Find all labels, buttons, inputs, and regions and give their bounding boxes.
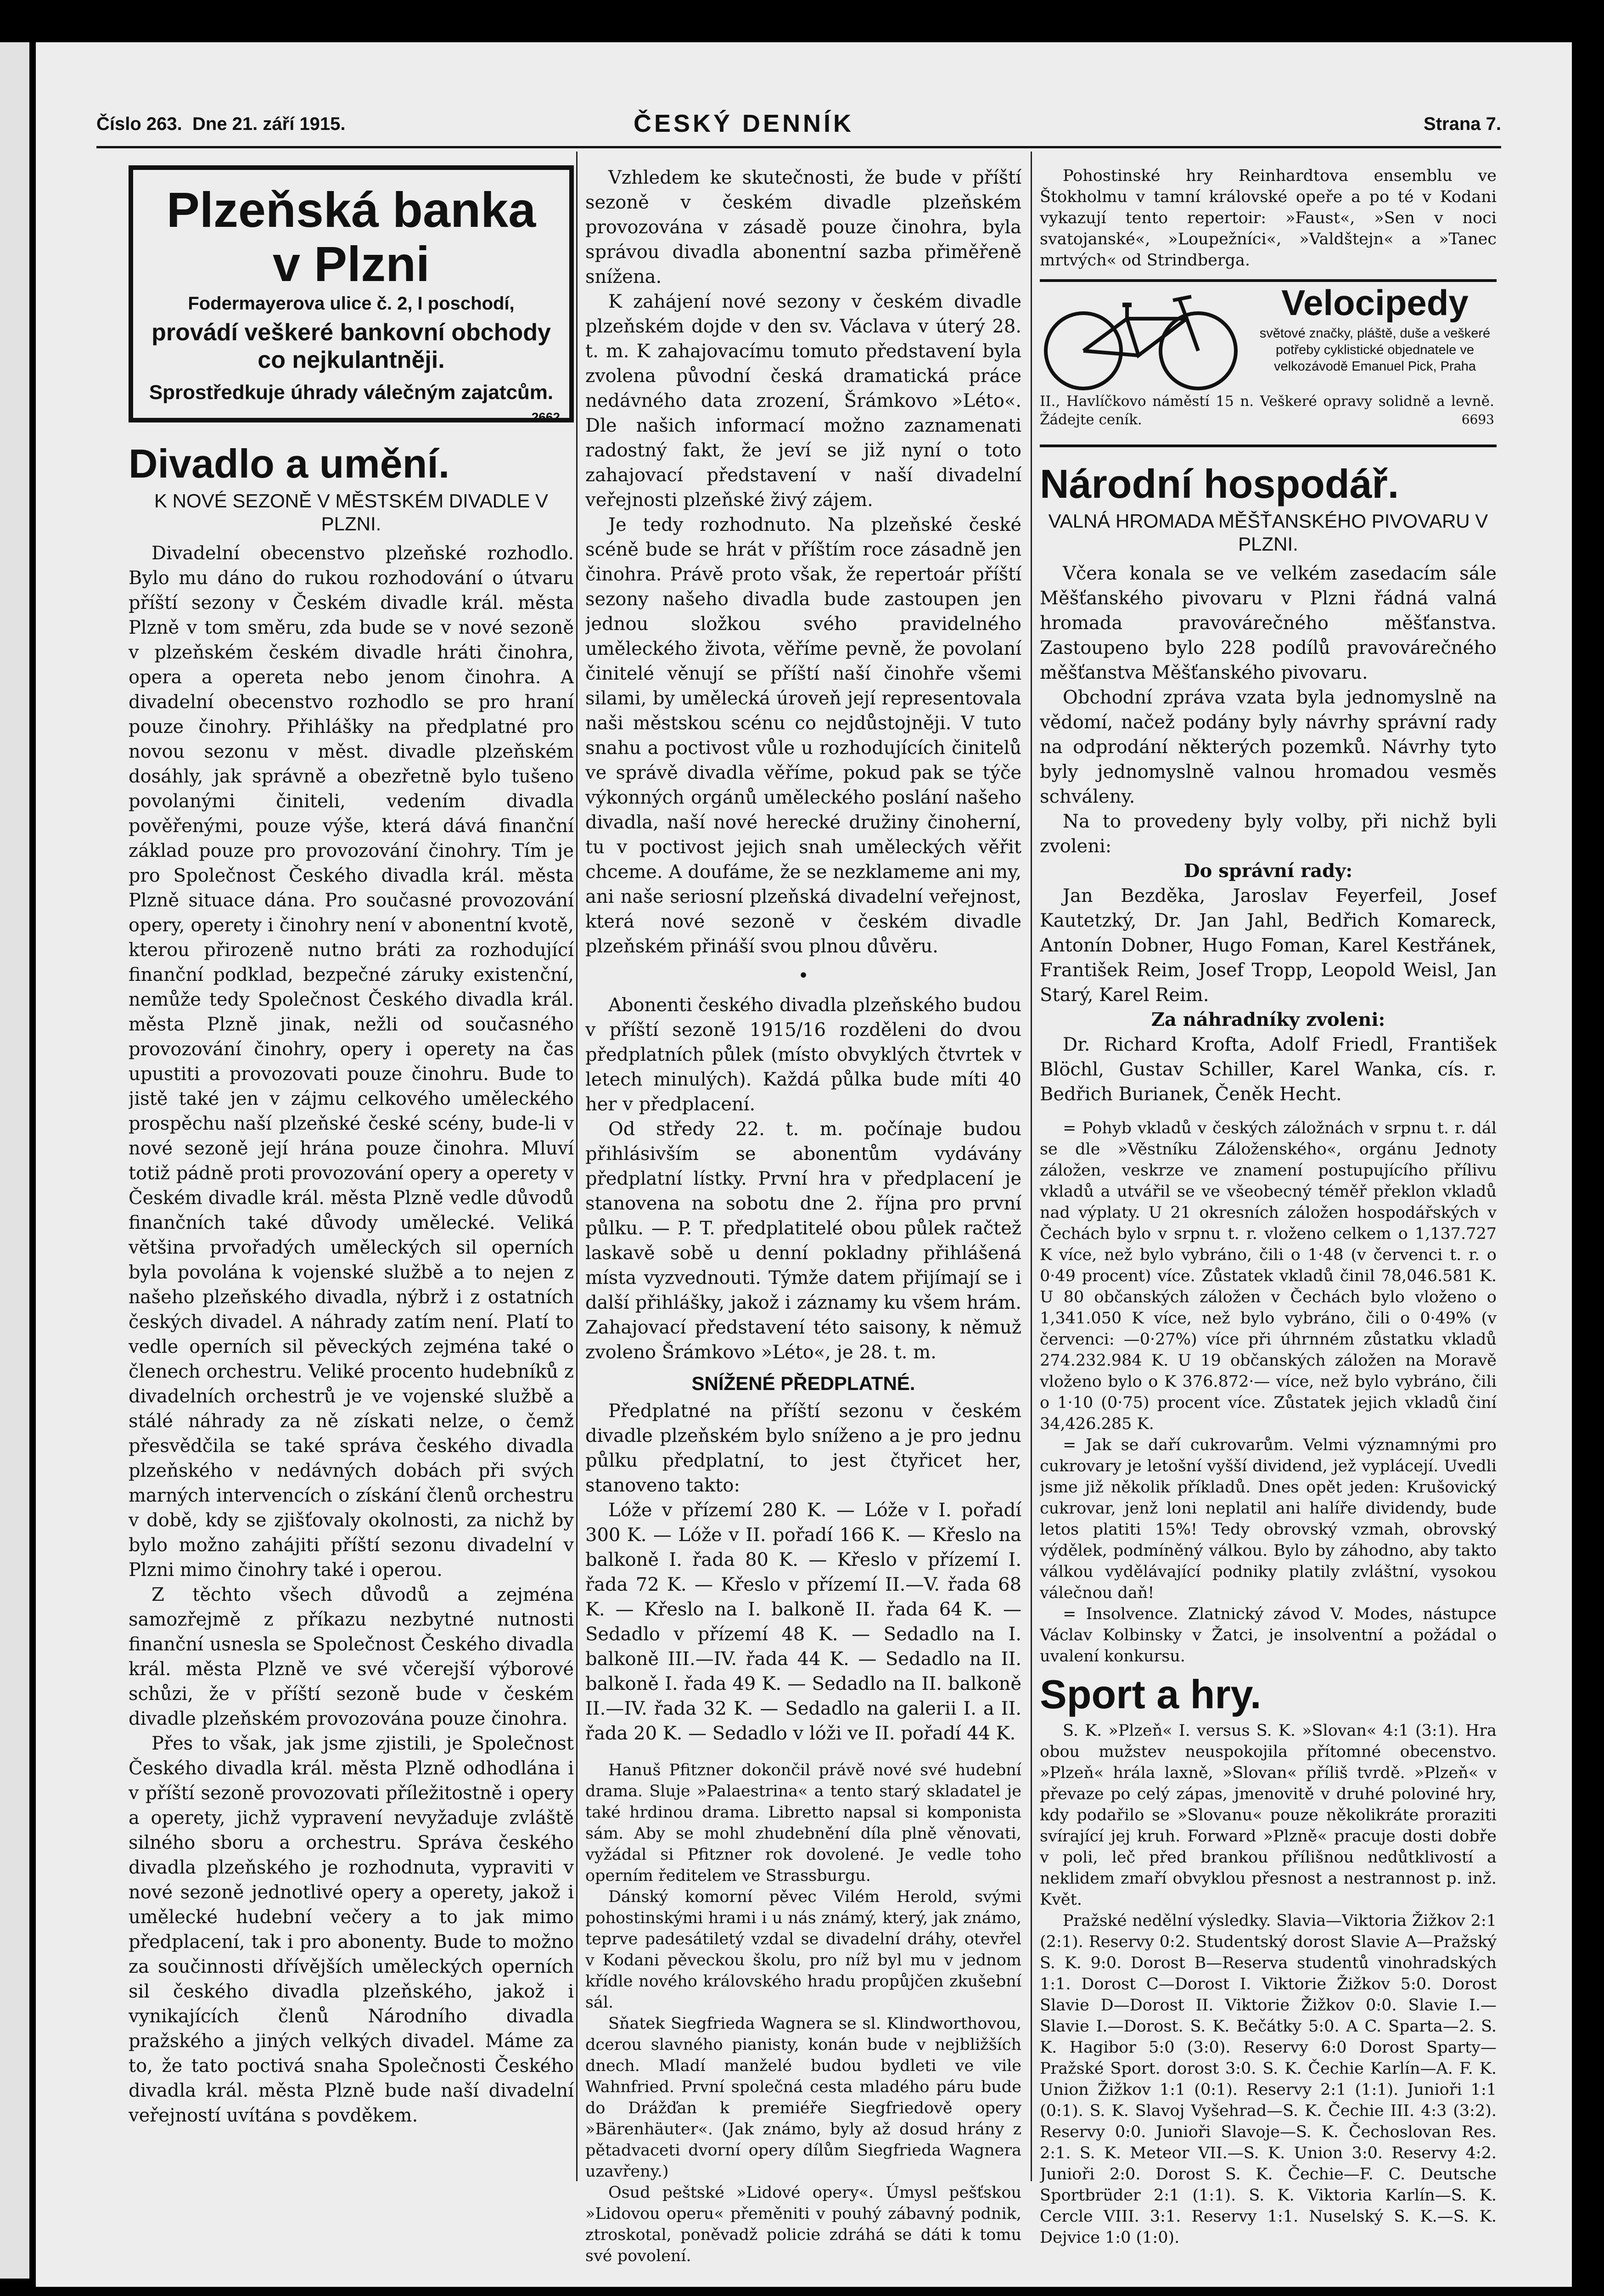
- substitute-members: Dr. Richard Krofta, Adolf Friedl, František Blöchl, Gustav Schiller, Karel Wanka, cís. r. Bedřich Burianek, Čeněk Hecht.: [1040, 1034, 1497, 1105]
- section-title-divadlo: Divadlo a umění.: [129, 441, 450, 486]
- velo-title: Velocipedy: [1281, 282, 1469, 323]
- adjacent-page-edge: [0, 42, 29, 2279]
- column-divider: [1031, 152, 1032, 2181]
- separator-dot: •: [798, 965, 809, 986]
- note-herold: Dánský komorní pěvec Vilém Herold, svými pohostinskými hrami i u nás známý, který, jak známo, teprve padesátiletý vzdal se divadelní dráhy, otevřel v Kodani pěveckou školu, pro níž byl mu v jednom křídle nového královského hradu propůjčen zkušební sál.: [585, 1888, 1021, 2012]
- bicycle-advertisement: [1040, 279, 1497, 447]
- article-paragraph: Vzhledem ke skutečnosti, že bude v příští sezoně v českém divadle plzeňském provozována v zásadě pouze činohra, byla správou divadla abonentní sazba přiměřeně snížena.: [585, 167, 1021, 287]
- bank-services: provádí veškeré bankovní obchody co nejkulantněji.: [151, 319, 551, 373]
- bank-address: Fodermayerova ulice č. 2, I poschodí,: [188, 293, 515, 314]
- price-list: Lóže v přízemí 280 K. — Lóže v I. pořadí 300 K. — Lóže v II. pořadí 166 K. — Křeslo na balkoně I. řada 80 K. — Křeslo v přízemí I. řada 72 K. — Křeslo v přízemí II.—V. řada 68 K. — Křeslo na I. balkoně II. řada 64 K. — Sedadlo v přízemí 48 K. — Sedadlo na I. balkoně III.—IV. řada 44 K. — Sedadlo na II. balkoně I. řada 49 K. — Sedadlo na II. balkoně II.—IV. řada 32 K. — Sedadlo na galerii I. a II. řada 20 K. — Sedadlo v lóži ve II. pořadí 44 K.: [585, 1500, 1021, 1744]
- article-subheading: SNÍŽENÉ PŘEDPLATNÉ.: [691, 1373, 915, 1394]
- article-paragraph: Na to provedeny byly volby, při nichž byli zvoleni:: [1040, 811, 1497, 857]
- header-rule: [96, 146, 1501, 148]
- note-wagner: Sňatek Siegfrieda Wagnera se sl. Klindworthovou, dcerou slavného pianisty, konán bude v nejbližších dnech. Mladí manželé budou bydleti ve vile Wahnfried. První společná cesta mladého páru bude do Drážďan k premiéře Siegfriedově opery »Bärenhäuter«. (Jak známo, byly až dosud hrány z pětadvaceti dvorní opery dílům Siegfrieda Wagnera uzavřeny.): [585, 2015, 1021, 2181]
- bicycle-icon: [1040, 287, 1242, 392]
- article-heading: K NOVÉ SEZONĚ V MĚSTSKÉM DIVADLE V PLZNI.: [154, 490, 549, 535]
- masthead: [96, 73, 1501, 152]
- article-paragraph: Přes to však, jak jsme zjistili, je Společnost Českého divadla král. města Plzně odhodlána i v příští sezoně provozovati příležitostně i opery a operety, jichž vypravení nevyžaduje zvláště silného sboru a orchestru. Správa českého divadla plzeňského je rozhodnuta, vypraviti v nové sezoně jednotlivé opery a operety, jakož i umělecké hudební večery a to jak mimo předplacení, tak i pro abonenty. Bude to možno za součinnosti dřívějších uměleckých operních sil českého divadla plzeňského, jakož i vynikajících členů Národního divadla pražského a jiných velkých divadel. Máme za to, že tato poctivá snaha Společnosti Českého divadla král. města Plzně bude naší divadelní veřejností uvítána s povděkem.: [129, 1733, 574, 2126]
- page-number: Strana 7.: [1424, 114, 1501, 134]
- column-3: [1040, 165, 1497, 2268]
- article-paragraph: K zahájení nové sezony v českém divadle plzeňském dojde v den sv. Václava v úterý 28. t. m. K zahajovacímu tomuto představení byla zvolena původní česká dramatická práce nedávného data zrození, Šrámkovo »Léto«. Dle našich informací možno zaznamenati radostný fakt, že jeví se již nyní o toto zahajovací představení v naší divadelní veřejnosti plzeňské živý zájem.: [585, 291, 1021, 511]
- note-vklady: = Pohyb vkladů v českých záložnách v srpnu t. r. dál se dle »Věstníku Záloženského«, orgánu Jednoty záložen, veskrze ve znamení postupujícího přílivu vkladů a utvářil se ve všeobecný téměř překlon vkladů nad výplaty. U 21 okresních záložen hospodářských v Čechách bylo v srpnu t. r. vloženo celkem o 1,137.727 K více, než bylo vybráno, čili o 1·48 (v červenci t. r. o 0·49 procent) více. Zůstatek vkladů činil 78,046.581 K. U 80 občanských záložen v Čechách bylo vloženo o 1,341.050 K více, než bylo vybráno, čili o 0·49% (v červenci: —0·27%) více při úhrnném zůstatku vkladů 274.232.984 K. U 19 občanských záložen na Moravě vloženo bylo o K 376.872·— více, než bylo vybráno, čili o 1·10 (0·75) procent více. Zůstatek jejich vkladů činí 34,426.285 K.: [1040, 1119, 1497, 1433]
- article-paragraph: Od středy 22. t. m. počínaje budou přihlásivším se abonentům vydávány předplatní lístky. První hra v předplacení je stanovena na sobotu dne 2. října pro první půlku. — P. T. předplatitelé obou půlek račtež laskavě sobě u denní pokladny přihlášená místa vyzvednouti. Týmže datem přijímají se i další přihlášky, jakož i záznamy ku všem hrám. Zahajovací představení této saisony, k němuž zvoleno Šrámkovo »Léto«, je 28. t. m.: [585, 1119, 1021, 1363]
- article-paragraph: Divadelní obecenstvo plzeňské rozhodlo. Bylo mu dáno do rukou rozhodování o útvaru příští sezony v Českém divadle král. města Plzně v tom směru, zda bude se v nové sezoně v plzeňském českém divadle hráti činohra, opera a opereta nebo jenom činohra. A divadelní obecenstvo rozhodlo se pro hraní pouze činohry. Přihlášky na předplatné pro novou sezonu v měst. divadle plzeňském dosáhly, jak správně a obezřetně bylo tušeno povolanými činiteli, vedením divadla pověřenými, pouze výše, která dává finanční základ pouze pro provozování činohry. Tím je pro Společnost Českého divadla král. města Plzně situace dána. Pro současné provozování opery, operety i činohry není v abonentní kvotě, kterou přirozeně nutno bráti za rozhodující finanční podklad, bezpečné záruky existenční, nemůže tedy Společnost Českého divadla král. města Plzně jinak, nežli od současného provozování činohry, opery i operety na čas upustiti a provozovati pouze činohru. Bude to jistě také jen v zájmu celkového uměleckého prospěchu naší plzeňské české scény, bude-li v nové sezoně její hrána pouze činohra. Mluví totiž pádně proti provozování opery a operety v Českém divadle král. města Plzně vedle důvodů finančních také důvody umělecké. Veliká většina prvořadých uměleckých sil operních byla povolána k vojenské službě a to nejen z našeho plzeňského divadla, nýbrž i z ostatních českých divadel. A náhrady zatím není. Platí to vedle operních sil pěveckých zejména také o členech orchestru. Veliké procento hudebníků z divadelních orchestrů je ve vojenské službě a stálé náhrady za ně získati nelze, o čemž přesvědčila se také správa českého divadla plzeňského v nedávných dobách při svých marných intervencích o získání členů orchestru v době, kdy se zjišťovaly okolnosti, za nichž by bylo možno zahájiti příští sezonu divadelní v Plzni mimo činohry také i operou.: [129, 543, 574, 1581]
- column-1: [129, 165, 574, 2218]
- article-paragraph: Z těchto všech důvodů a zejména samozřejmě z příkazu nezbytné nutnosti finanční usnesla se Společnost Českého divadla král. města Plzně ve své včerejší výborové schůzi, že v příští sezoně bude v českém divadle plzeňském provozována pouze činohra.: [129, 1584, 574, 1729]
- sport-results: Pražské nedělní výsledky. Slavia—Viktoria Žižkov 2:1 (2:1). Reservy 0:2. Studentský dorost Slavie A—Pražský S. K. 9:0. Dorost B—Reserva studentů vinohradských 1:1. Dorost C—Dorost I. Viktorie Žižkov 5:0. Dorost Slavie D—Dorost II. Viktorie Žižkov 0:0. Slavie I.—Slavie I.—Dorost. S. K. Bečátky 5:0. A C. Sparta—2. S. K. Hagibor 5:0 (3:0). Reservy 6:0 Dorost Sparty—Pražské Sport. dorost 3:0. S. K. Čechie Karlín—A. F. K. Union Žižkov 1:1 (0:1). Reservy 2:1 (1:1). Junioři 1:1 (0:1). S. K. Slavoj Vyšehrad—S. K. Čechie III. 4:3 (3:2). Reservy 0:0. Junioři Slavoje—S. K. Čechoslovan Res. 2:1. S. K. Meteor VII.—S. K. Union 3:0. Reservy 4:2. Junioři 2:0. Dorost S. K. Čechie—F. C. Deutsche Sportbrüder 2:1 (1:1). S. K. Viktoria Karlín—S. K. Cercle VIII. 3:1. Reservy 1:1. Nuselský S. K.—S. K. Dejvice 1:0 (1:0).: [1040, 1912, 1497, 2247]
- note-reinhardt: Pohostinské hry Reinhardtova ensemblu ve Štokholmu v tamní královské opeře a po té v Kodani vykazují tento repertoir: »Faust«, »Sen v noci svatojanské«, »Loupežníci«, »Valdštejn« a »Tanec mrtvých« od Strindberga.: [1040, 167, 1497, 270]
- article-paragraph: Včera konala se ve velkém zasedacím sále Měšťanského pivovaru v Plzni řádná valná hromada pravovárečného měšťanstva. Zastoupeno bylo 228 podílů pravovárečného měšťanstva Měšťanského pivovaru.: [1040, 563, 1497, 683]
- section-title-hospodar: Národní hospodář.: [1040, 461, 1399, 506]
- board-heading: Do správní rady:: [1183, 860, 1353, 882]
- column-2: [585, 165, 1021, 2268]
- note-lidova-opera: Osud peštské »Lidové opery«. Úmysl pešťskou »Lidovou operu« přeměniti v pouhý zábavný podnik, ztroskotal, poněvadž policie zdráhá se dáti k tomu své povolení.: [585, 2183, 1021, 2265]
- velo-description: světové značky, pláště, duše a veškeré potřeby cyklistické objednatele ve velkozávodě Emanuel Pick, Praha: [1259, 326, 1491, 374]
- article-paragraph: Obchodní zpráva vzata byla jednomyslně na vědomí, načež podány byly návrhy správní rady na odprodání některých pozemků. Návrhy tyto byly jednomyslně valnou hromadou vesměs schváleny.: [1040, 687, 1497, 807]
- sport-match: S. K. »Plzeň« I. versus S. K. »Slovan« 4:1 (3:1). Hra obou mužstev neuspokojila přítomné obecenstvo. »Plzeň« hrála laxně, »Slovan« příliš tvrdě. »Plzeň« v převaze po celý zápas, jmenovitě v druhé poloviné hry, kdy podařilo se »Slovanu« pouze několikráte proraziti svírající jej kruh. Forward »Plzně« pracuje dosti dobře v poli, leč před brankou přílišnou nedůtklivostí a neklidem zmaří obvyklou přesnost a nestrannost p. inž. Květ.: [1040, 1722, 1497, 1909]
- bank-name: Plzeňská banka: [166, 182, 536, 237]
- issue-date: Číslo 263. Dne 21. září 1915.: [96, 114, 346, 134]
- bank-advertisement: [129, 165, 574, 422]
- substitutes-heading: Za náhradníky zvoleni:: [1151, 1009, 1385, 1030]
- section-title-sport: Sport a hry.: [1040, 1671, 1262, 1717]
- board-members: Jan Bezděka, Jaroslav Feyerfeil, Josef Kautetzký, Dr. Jan Jahl, Bedřich Komareck, Antonín Dobner, Hugo Foman, Karel Kestřánek, František Reim, Josef Tropp, Leopold Weisl, Jan Starý, Karel Reim.: [1040, 885, 1497, 1006]
- note-cukrovary: = Jak se daří cukrovarům. Velmi významnými pro cukrovary je letošní vyšší dividend, jež vyplácejí. Uvedli jsme již několik příkladů. Dnes opět jeden: Krušovický cukrovar, jenž loni neplatil ani halíře dividendy, bude letos platiti 15%! Tedy obrovský vzmah, obrovský výdělek, podmíněný válkou. Bylo by záhodno, aby takto válkou vydělávající podniky platily zvláštní, vysokou válečnou daň!: [1040, 1436, 1497, 1602]
- note-pfitzner: Hanuš Pfitzner dokončil právě nové své hudební drama. Sluje »Palaestrina« a tento starý skladatel je také hrdinou drama. Libretto napsal si komponista sám. Aby se mohl zhudebnění díla plně věnovati, vyžádal si Pfitzner rok dovolené. Je vedle toho operním ředitelem ve Strassburgu.: [585, 1761, 1021, 1885]
- article-heading: VALNÁ HROMADA MĚŠŤANSKÉHO PIVOVARU V PLZNI.: [1048, 510, 1488, 555]
- article-paragraph: Předplatné na příští sezonu v českém divadle plzeňském bylo sníženo a je pro jednu půlku předplatní, to jest čtyřicet her, stanoveno takto:: [585, 1401, 1021, 1496]
- article-paragraph: Je tedy rozhodnuto. Na plzeňské české scéně bude se hrát v příštím roce zásadně jen činohra. Právě proto však, že repertoár příští sezony našeho divadla bude zastoupen jen jednou složkou svého pravidelného uměleckého života, věříme pevně, že povolaní činitelé věnují se příští naší činohře všemi silami, by umělecká úroveň její representovala naši městskou scénu co nejdůstojněji. V tuto snahu a poctivost vůle u rozhodujících činitelů ve správě divadla věříme, pokud pak se týče výkonných orgánů uměleckého poslání našeho divadla, naší nové herecké družiny činoherní, tu v poctivost jejich snah uměleckých věřit chceme. A doufáme, že se nezklameme ani my, ani naše seriosní plzeňská divadelní veřejnost, která nové sezoně v českém divadle plzeňském přináší svou plnou důvěru.: [585, 514, 1021, 957]
- bank-city: v Plzni: [272, 236, 430, 292]
- velo-address: II., Havlíčkovo náměstí 15 n. Veškeré opravy solidně a levně. Žádejte ceník. 6693: [1040, 393, 1494, 428]
- newspaper-title: ČESKÝ DENNÍK: [634, 110, 854, 137]
- bank-pow-transfers: Sprostředkuje úhrady válečným zajatcům. 2662: [149, 381, 560, 424]
- article-paragraph: Abonenti českého divadla plzeňského budou v příští sezoně 1915/16 rozděleni do dvou předplatních půlek (místo obvyklých čtvrtek v letech minulých). Každá půlka bude míti 40 her v předplacení.: [585, 995, 1021, 1115]
- note-insolvence: = Insolvence. Zlatnický závod V. Modes, nástupce Václav Kolbinsky v Žatci, je insolventní a požádal o uvalení konkursu.: [1040, 1605, 1497, 1666]
- column-divider: [576, 152, 578, 2181]
